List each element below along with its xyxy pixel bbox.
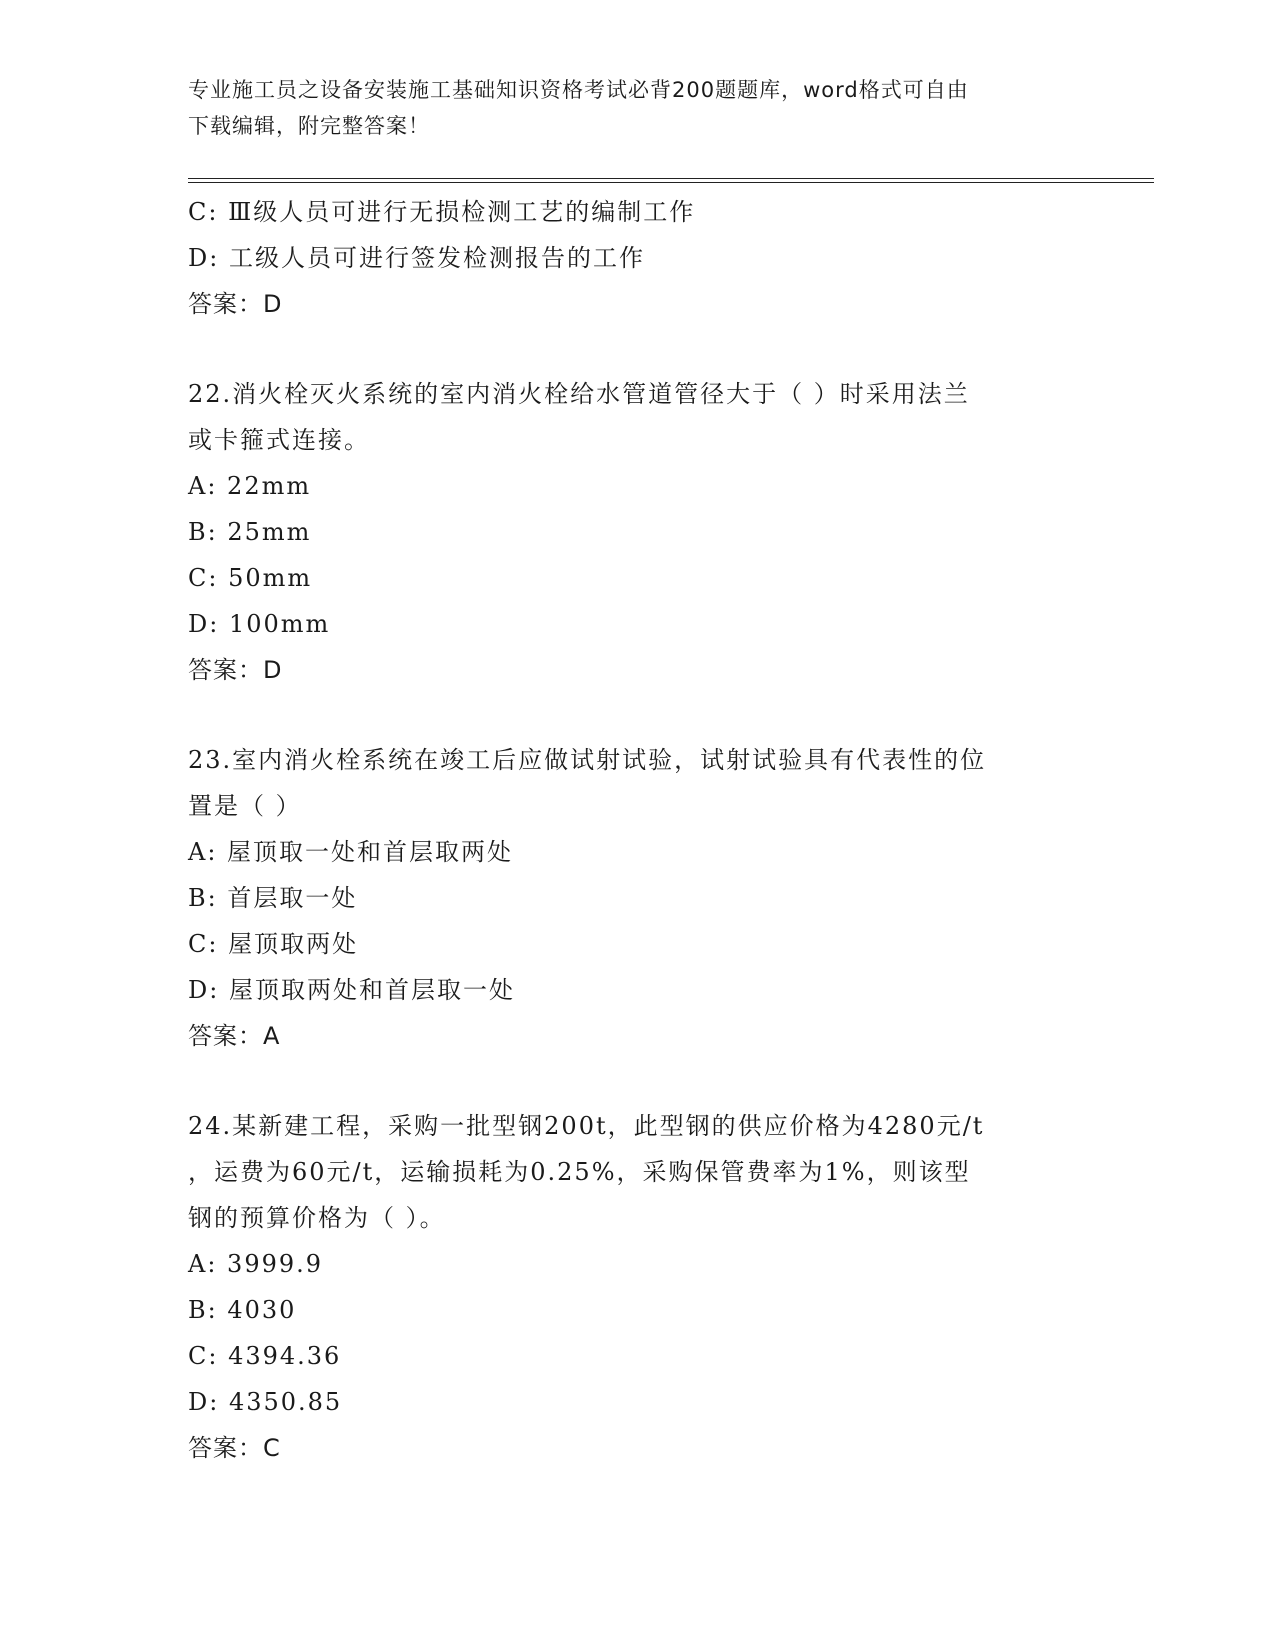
question-text-line: 钢的预算价格为（ ）。 bbox=[188, 1204, 446, 1232]
answer-line: 答案：C bbox=[188, 1434, 281, 1462]
question-text-line: 23.室内消火栓系统在竣工后应做试射试验，试射试验具有代表性的位 bbox=[188, 746, 987, 774]
question-text-line: 24.某新建工程，采购一批型钢200t，此型钢的供应价格为4280元/t bbox=[188, 1112, 985, 1140]
spacer bbox=[188, 693, 1088, 737]
question-content bbox=[188, 189, 1088, 1471]
header-divider-bottom bbox=[188, 182, 1154, 183]
question-text-line: 22.消火栓灭火系统的室内消火栓给水管道管径大于（ ）时采用法兰 bbox=[188, 380, 970, 408]
header-line-1: 专业施工员之设备安装施工基础知识资格考试必背200题题库，word格式可自由 bbox=[188, 78, 969, 102]
prev-question-block bbox=[188, 189, 1088, 327]
option-c: C: 50mm bbox=[188, 564, 313, 592]
header-line-2: 下载编辑，附完整答案！ bbox=[188, 114, 430, 138]
spacer bbox=[188, 327, 1088, 371]
option-d: D: 屋顶取两处和首层取一处 bbox=[188, 976, 515, 1004]
option-d: D: 工级人员可进行签发检测报告的工作 bbox=[188, 244, 645, 272]
option-c: C: Ⅲ级人员可进行无损检测工艺的编制工作 bbox=[188, 198, 696, 226]
answer-line: 答案：D bbox=[188, 290, 283, 318]
answer-line: 答案：A bbox=[188, 1022, 281, 1050]
question-text-line: 或卡箍式连接。 bbox=[188, 426, 370, 454]
option-a: A: 3999.9 bbox=[188, 1250, 324, 1278]
option-a: A: 22mm bbox=[188, 472, 312, 500]
option-c: C: 屋顶取两处 bbox=[188, 930, 359, 958]
option-b: B: 首层取一处 bbox=[188, 884, 358, 912]
header-divider-top bbox=[188, 178, 1154, 179]
question-text-line: 置是（ ） bbox=[188, 792, 302, 820]
spacer bbox=[188, 1059, 1088, 1103]
question-23-block bbox=[188, 737, 1088, 1059]
option-b: B: 4030 bbox=[188, 1296, 297, 1324]
option-d: D: 4350.85 bbox=[188, 1388, 343, 1416]
question-text-line: ，运费为60元/t，运输损耗为0.25%，采购保管费率为1%，则该型 bbox=[188, 1158, 971, 1186]
option-b: B: 25mm bbox=[188, 518, 312, 546]
option-c: C: 4394.36 bbox=[188, 1342, 342, 1370]
option-d: D: 100mm bbox=[188, 610, 331, 638]
option-a: A: 屋顶取一处和首层取两处 bbox=[188, 838, 514, 866]
answer-line: 答案：D bbox=[188, 656, 283, 684]
question-24-block bbox=[188, 1103, 1088, 1471]
question-22-block bbox=[188, 371, 1088, 693]
document-header bbox=[188, 72, 1088, 144]
